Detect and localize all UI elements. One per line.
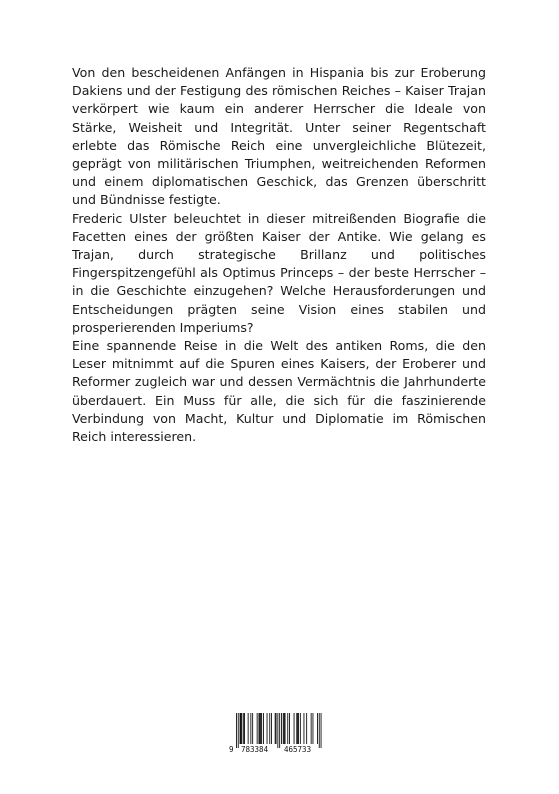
barcode-bar [297,713,298,744]
barcode-bar [298,713,299,744]
barcode-bar [243,713,244,744]
blurb-paragraph: Eine spannende Reise in die Welt des antiken Roms, die den Leser mitnimmt auf die Spuren eines Kaisers, der Eroberer und Reformer zugleich war und dessen Vermächtnis die Jahrhunderte überdauert. Ein Muss für alle, die sich für die faszinierende Verbindung von Macht, Kultur und Diplomatie im Römischen Reich interessieren. [72,338,486,445]
barcode-bar [248,713,249,744]
barcode-right-group: 465733 [284,745,312,754]
barcode-bar [306,713,307,744]
barcode-bar [317,713,318,744]
barcode-bar [261,713,262,744]
barcode-bar [285,713,286,744]
barcode-bar [283,713,284,744]
barcode-bar [236,713,237,748]
barcode-bar [238,713,239,748]
barcode-bar [250,713,251,744]
barcode-bar [240,713,241,744]
barcode-bar [244,713,245,744]
barcode-bar [304,713,305,744]
barcode-bar [287,713,288,744]
barcode-bar [276,713,277,744]
barcode-left-group: 783384 [241,745,269,754]
barcode-bar [269,713,270,744]
blurb-paragraph: Von den bescheidenen Anfängen in Hispania bis zur Eroberung Dakiens und der Festigung des römischen Reiches – Kaiser Trajan verkörpert wie kaum ein anderer Herrscher die Ideale von Stärke, Weisheit und Integrität. Unter seiner Regentschaft erlebte das Römische Reich eine unvergleichliche Blütezeit, geprägt von militärischen Triumphen, weitreichenden Reformen und einem diplomatischen Geschick, das Grenzen überschritt und Bündnisse festigte. [72,65,486,208]
barcode-bar [289,713,290,744]
blurb-paragraph: Frederic Ulster beleuchtet in dieser mitreißenden Biografie die Facetten eines der größten Kaiser der Antike. Wie gelang es Trajan, durch strategische Brillanz und politisches Fingerspitzengefühl als Optimus Princeps – der beste Herrscher – in die Geschichte einzugehen? Welche Herausforderungen und Entscheidungen prägten seine Vision eines stabilen und prosperierenden Imperiums? [72,210,486,335]
barcode-bar [241,713,242,744]
barcode-bar [311,713,312,744]
barcode-bar [279,713,280,748]
barcode-bar [260,713,261,744]
barcode-bar [275,713,276,744]
barcode-bar [313,713,314,744]
barcode-bar [321,713,322,748]
barcode-bar [259,713,260,744]
barcode-digits [228,744,329,756]
barcode-first-digit: 9 [229,745,234,754]
barcode-bar [319,713,320,748]
barcode-bar [294,713,295,744]
barcode-bar [267,713,268,744]
barcode-bar [259,713,260,744]
barcode-bar [300,713,301,744]
back-cover-blurb [72,64,486,446]
barcode-bar [284,713,285,744]
barcode-bar [252,713,253,744]
isbn-barcode [228,713,329,756]
barcode-bar [257,713,258,744]
barcode-bar [263,713,264,744]
barcode-bar [241,713,242,744]
barcode-bar [281,713,282,744]
barcode-bar [271,713,272,744]
barcode-bar [277,713,278,748]
barcode-bar [296,713,297,744]
